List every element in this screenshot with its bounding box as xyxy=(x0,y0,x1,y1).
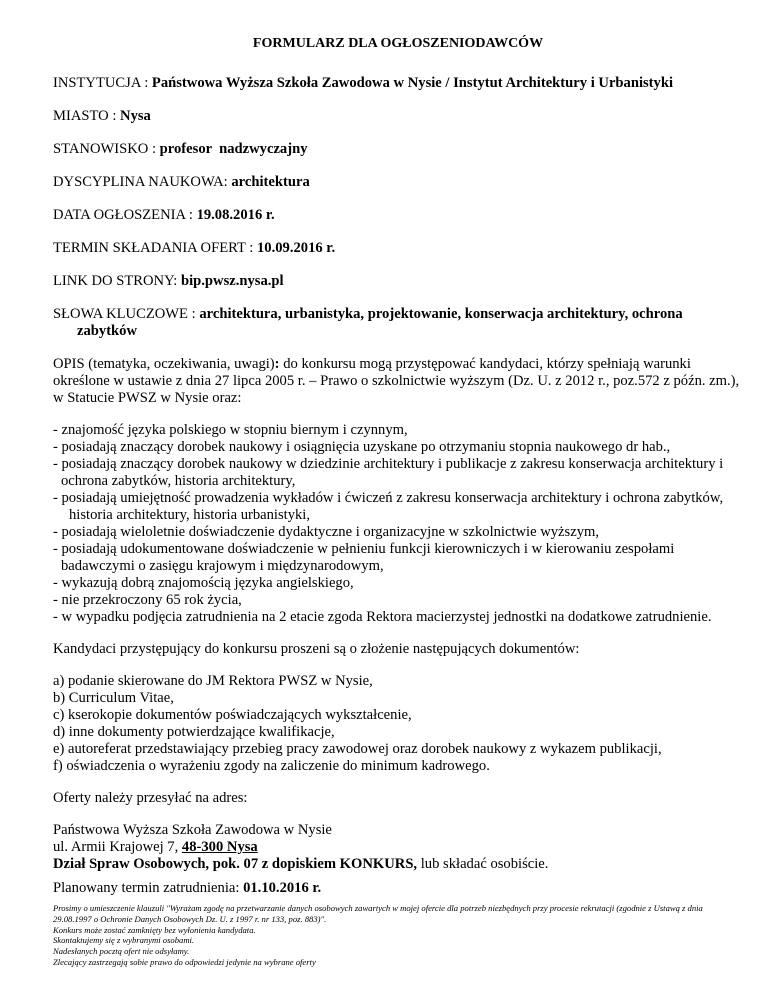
planned-label: Planowany termin zatrudnienia: xyxy=(53,880,244,896)
document-page xyxy=(53,35,743,968)
field-label: SŁOWA KLUCZOWE : xyxy=(53,306,200,322)
documents-list xyxy=(53,673,743,775)
list-item: a) podanie skierowane do JM Rektora PWSZ w Nysie, xyxy=(53,673,373,689)
fine-print-line: Skontaktujemy się z wybranymi osobami. xyxy=(53,935,195,946)
field-institution xyxy=(53,75,743,92)
field-label: STANOWISKO : xyxy=(53,141,160,157)
field-city xyxy=(53,108,743,125)
field-value: profesor nadzwyczajny xyxy=(159,141,308,157)
address-block xyxy=(53,822,743,873)
field-label: DATA OGŁOSZENIA : xyxy=(53,207,197,223)
field-value-link: bip.pwsz.nysa.pl xyxy=(180,273,284,289)
list-item: - nie przekroczony 65 rok życia, xyxy=(53,592,242,608)
street: ul. Armii Krajowej 7, xyxy=(53,839,182,855)
description xyxy=(53,356,743,407)
address-line-3 xyxy=(53,856,743,873)
field-announcement-date xyxy=(53,207,743,224)
address-line-1: Państwowa Wyższa Szkoła Zawodowa w Nysie xyxy=(53,822,332,838)
documents-intro: Kandydaci przystępujący do konkursu proszeni są o złożenie następujących dokumentów: xyxy=(53,641,580,657)
list-item: d) inne dokumenty potwierdzające kwalifikacje, xyxy=(53,724,335,740)
list-item: - wykazują dobrą znajomością języka angielskiego, xyxy=(53,575,354,591)
field-label: TERMIN SKŁADANIA OFERT : xyxy=(53,240,257,256)
list-item: - posiadają znaczący dorobek naukowy i osiągnięcia uzyskane po otrzymaniu stopnia naukowego dr hab., xyxy=(53,439,671,455)
address-intro: Oferty należy przesyłać na adres: xyxy=(53,790,248,806)
list-item: - posiadają udokumentowane doświadczenie w pełnieniu funkcji kierowniczych i w kierowaniu zespołami badawczymi o zasięgu krajowym i międzynarodowym, xyxy=(53,541,675,574)
field-label: MIASTO : xyxy=(53,108,121,124)
description-text: do konkursu mogą przystępować kandydaci, którzy spełniają warunki określone w ustawie z dnia 27 lipca 2005 r. – Prawo o szkolnictwie wyższym (Dz. U. z 2012 r., poz.572 z późn. zm.), w Statucie PWSZ w Nysie oraz: xyxy=(53,356,740,406)
description-colon: : xyxy=(274,356,280,372)
field-value: 19.08.2016 r. xyxy=(196,207,275,223)
department: Dział Spraw Osobowych, pok. 07 z dopiskiem KONKURS, xyxy=(53,856,418,872)
list-item: c) kserokopie dokumentów poświadczających wykształcenie, xyxy=(53,707,412,723)
list-item: - w wypadku podjęcia zatrudnienia na 2 etacie zgoda Rektora macierzystej jednostki na dodatkowe zatrudnienie. xyxy=(53,609,712,625)
postal-code: 48-300 Nysa xyxy=(181,839,258,855)
fine-print-line: Prosimy o umieszczenie klauzuli "Wyrażam zgodę na przetwarzanie danych osobowych zawartych w mojej ofercie dla potrzeb niezbędnych przy procesie rekrutacji (zgodnie z Ustawą z dnia 29.08.1997 o Ochronie Danych Osobowych Dz. U. z 1997 r. nr 133, poz. 883)". xyxy=(53,903,703,924)
fine-print-line: Nadesłanych pocztą ofert nie odsyłamy. xyxy=(53,946,190,957)
fine-print xyxy=(53,903,743,968)
field-label: INSTYTUCJA : xyxy=(53,75,152,91)
planned-value: 01.10.2016 r. xyxy=(243,880,322,896)
field-value: 10.09.2016 r. xyxy=(256,240,336,256)
list-item: b) Curriculum Vitae, xyxy=(53,690,174,706)
list-item: - posiadają umiejętność prowadzenia wykładów i ćwiczeń z zakresu konserwacja architektury i ochrona zabytków, historia architektury, historia urbanistyki, xyxy=(53,490,724,523)
field-value: architektura xyxy=(231,174,310,190)
list-item: e) autoreferat przedstawiający przebieg pracy zawodowej oraz dorobek naukowy z wykazem publikacji, xyxy=(53,741,662,757)
address-line-2 xyxy=(53,839,743,856)
field-label: LINK DO STRONY: xyxy=(53,273,181,289)
address-note: lub składać osobiście. xyxy=(417,856,549,872)
field-keywords xyxy=(53,306,743,340)
list-item: - znajomość języka polskiego w stopniu biernym i czynnym, xyxy=(53,422,408,438)
list-item: - posiadają znaczący dorobek naukowy w dziedzinie architektury i publikacje z zakresu konserwacja architektury i ochrona zabytków, historia architektury, xyxy=(53,456,724,489)
field-deadline xyxy=(53,240,743,257)
list-item: - posiadają wieloletnie doświadczenie dydaktyczne i organizacyjne w szkolnictwie wyższym, xyxy=(53,524,599,540)
field-value: Nysa xyxy=(120,108,151,124)
planned-start xyxy=(53,880,743,897)
list-item: f) oświadczenia o wyrażeniu zgody na zaliczenie do minimum kadrowego. xyxy=(53,758,490,774)
description-label: OPIS (tematyka, oczekiwania, uwagi) xyxy=(53,356,275,372)
page-title: FORMULARZ DLA OGŁOSZENIODAWCÓW xyxy=(252,36,544,51)
field-link xyxy=(53,273,743,290)
requirements-list xyxy=(53,422,743,626)
fine-print-line: Konkurs może zostać zamknięty bez wyłonienia kandydata. xyxy=(53,924,256,935)
field-value: Państwowa Wyższa Szkoła Zawodowa w Nysie / Instytut Architektury i Urbanistyki xyxy=(151,75,674,91)
fine-print-line: Zlecający zastrzegają sobie prawo do odpowiedzi jedynie na wybrane oferty xyxy=(53,956,316,967)
field-value: architektura, urbanistyka, projektowanie, konserwacja architektury, ochrona zabytków xyxy=(77,306,683,339)
field-discipline xyxy=(53,174,743,191)
field-position xyxy=(53,141,743,158)
field-label: DYSCYPLINA NAUKOWA: xyxy=(53,174,232,190)
